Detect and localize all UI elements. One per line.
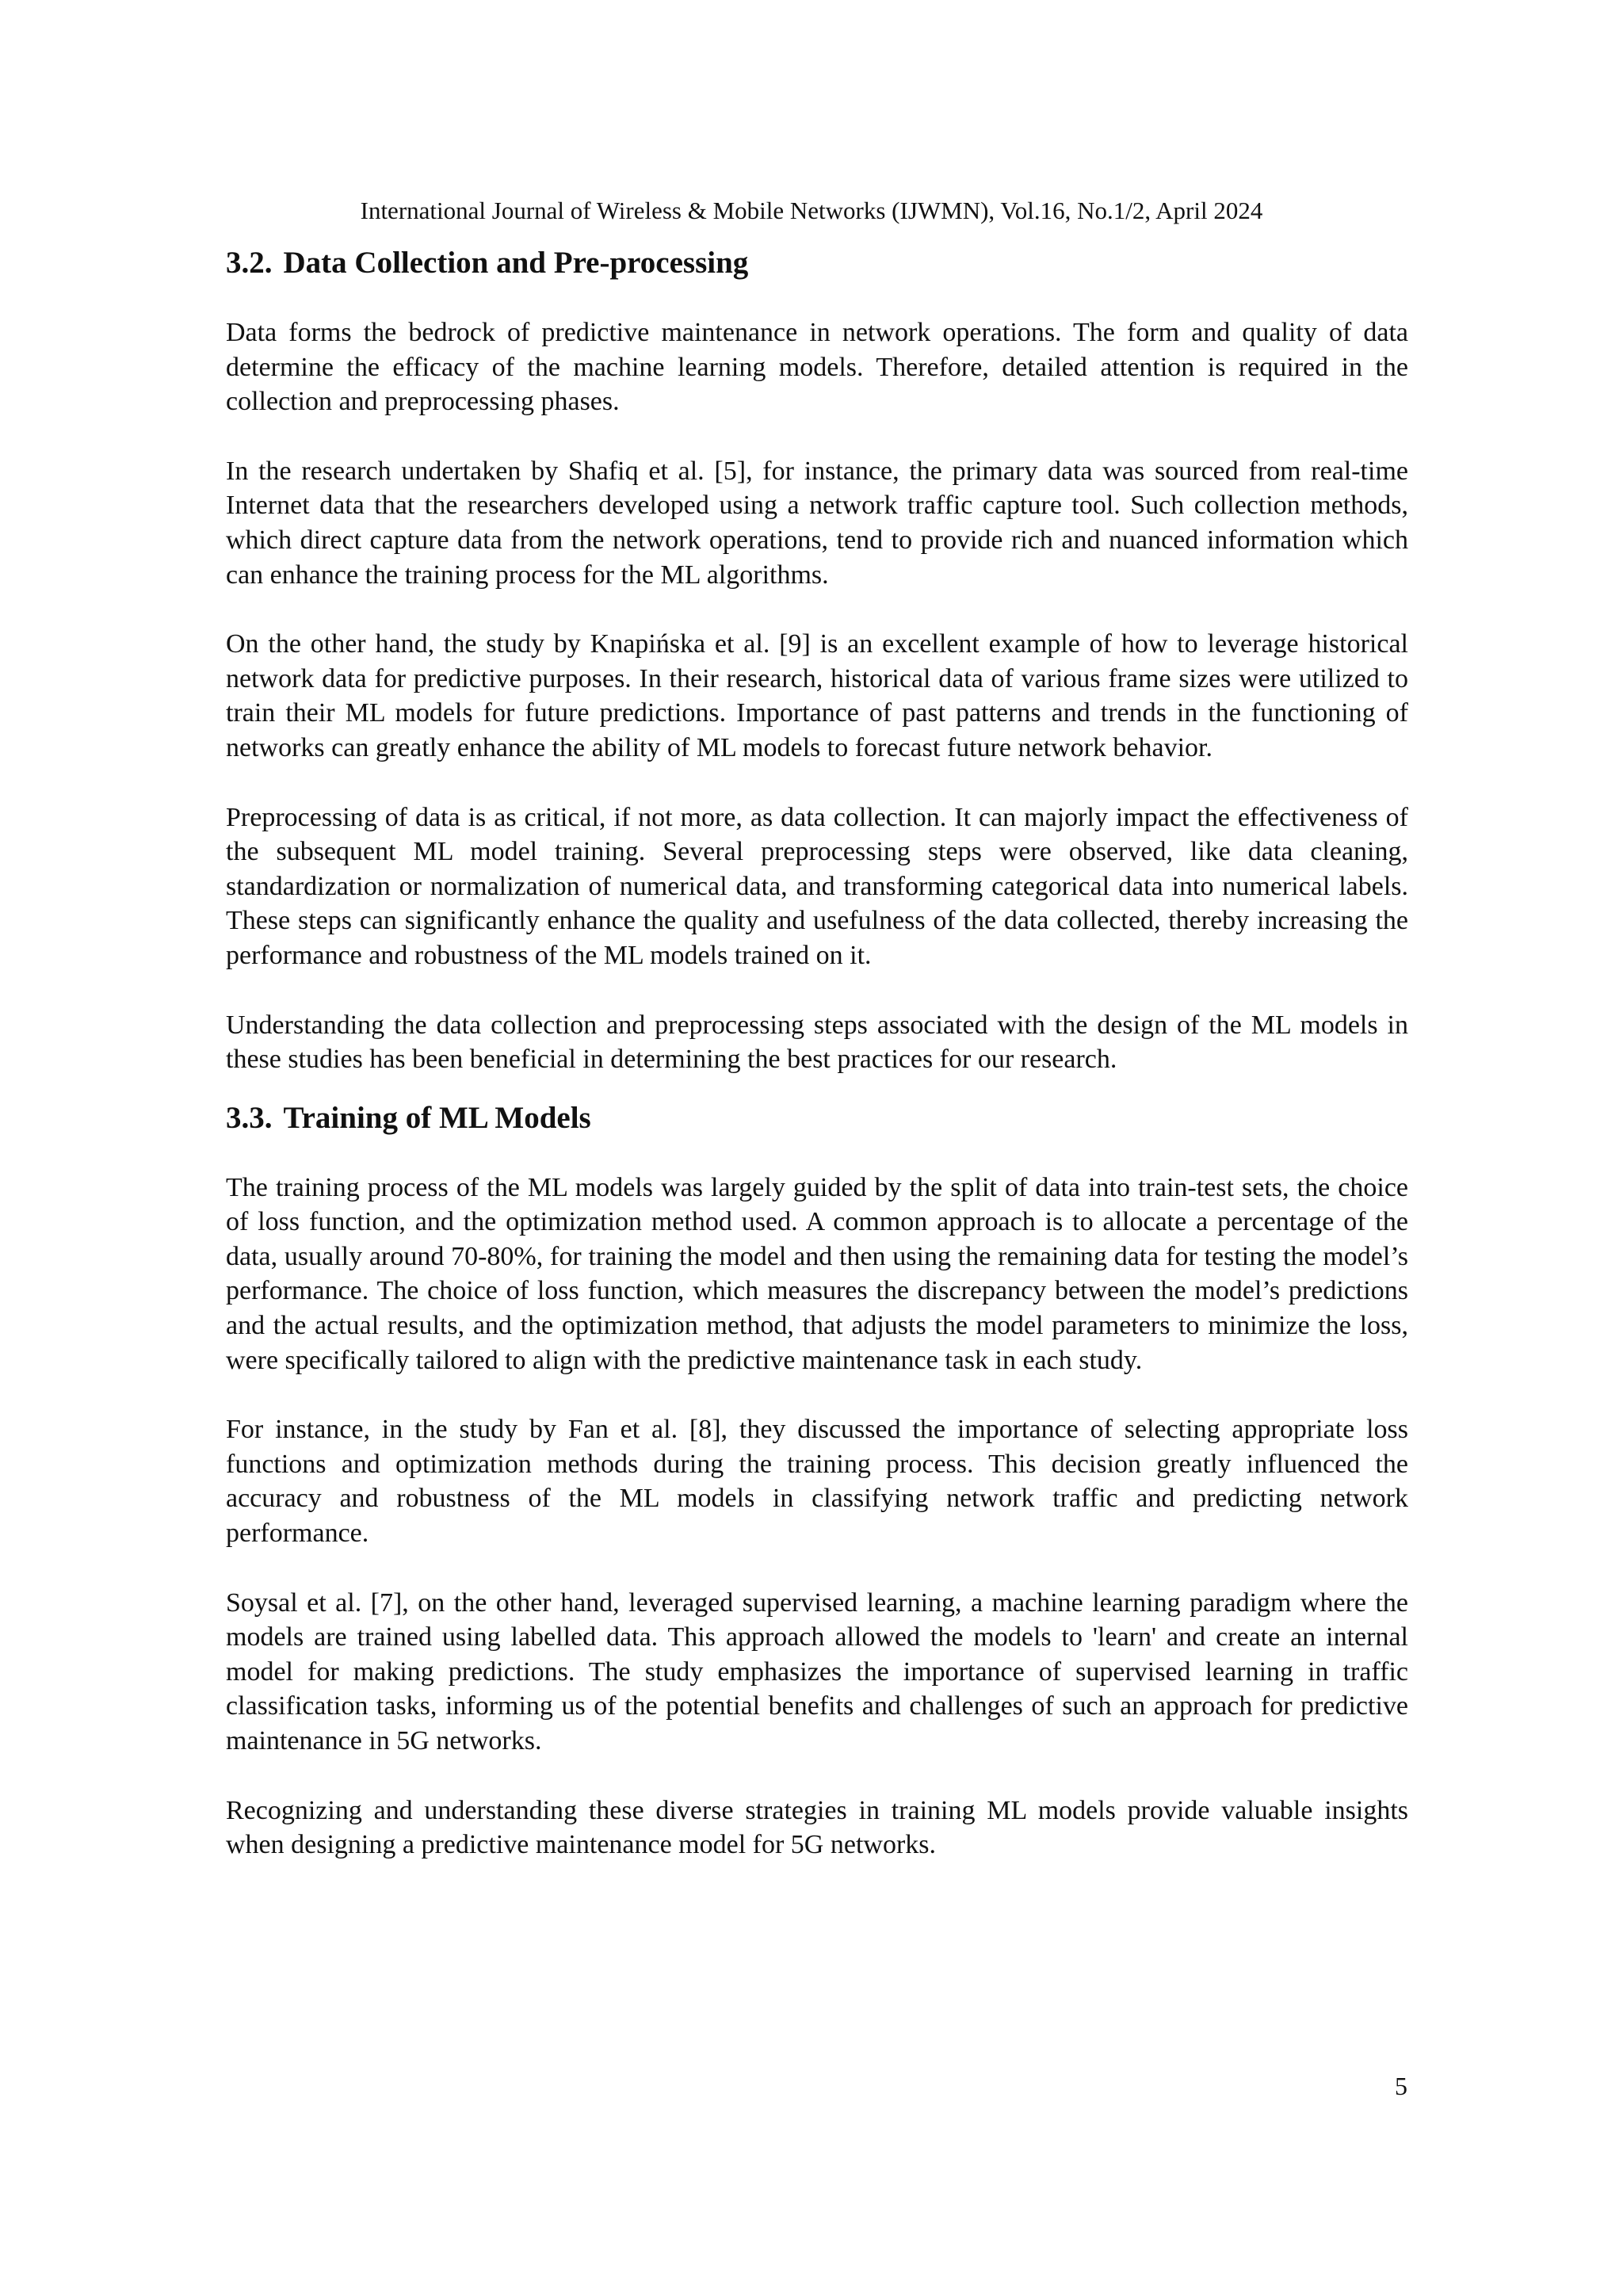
paragraph: On the other hand, the study by Knapińska et al. [9] is an excellent example of how to leverage historical network data for predictive purposes. In their research, historical data of various frame sizes were utilized to train their ML models for future predictions. Importance of past patterns and trends in the functioning of networks can greatly enhance the ability of ML models to forecast future network behavior. — [226, 629, 1408, 762]
paragraph: Preprocessing of data is as critical, if not more, as data collection. It can majorly impact the effectiveness of the subsequent ML model training. Several preprocessing steps were observed, like data cleaning, standardization or normalization of numerical data, and transforming categorical data into numerical labels. These steps can significantly enhance the quality and usefulness of the data collected, thereby increasing the performance and robustness of the ML models trained on it. — [226, 802, 1408, 970]
paragraph: Data forms the bedrock of predictive maintenance in network operations. The form and quality of data determine the efficacy of the machine learning models. Therefore, detailed attention is required in the collection and preprocessing phases. — [226, 318, 1408, 417]
page-number: 5 — [1395, 2072, 1407, 2100]
section-title: Training of ML Models — [283, 1100, 591, 1135]
section-heading-3-3 — [226, 1099, 1408, 1137]
paragraph: Recognizing and understanding these diverse strategies in training ML models provide valuable insights when designing a predictive maintenance model for 5G networks. — [226, 1795, 1408, 1860]
paragraph: Understanding the data collection and preprocessing steps associated with the design of the ML models in these studies has been beneficial in determining the best practices for our research. — [226, 1010, 1408, 1075]
section-title: Data Collection and Pre-processing — [283, 246, 749, 280]
section-number: 3.3. — [226, 1100, 273, 1135]
section-number: 3.2. — [226, 246, 273, 280]
paragraph: The training process of the ML models was largely guided by the split of data into train-test sets, the choice of loss function, and the optimization method used. A common approach is to allocate a percentage of the data, usually around 70-80%, for training the model and then using the remaining data for testing the model’s performance. The choice of loss function, which measures the discrepancy between the model’s predictions and the actual results, and the optimization method, that adjusts the model parameters to minimize the loss, were specifically tailored to align with the predictive maintenance task in each study. — [226, 1172, 1408, 1375]
paragraph: For instance, in the study by Fan et al. [8], they discussed the importance of selecting appropriate loss functions and optimization methods during the training process. This decision greatly influenced the accuracy and robustness of the ML models in classifying network traffic and predicting network performance. — [226, 1415, 1408, 1549]
paragraph: Soysal et al. [7], on the other hand, leveraged supervised learning, a machine learning paradigm where the models are trained using labelled data. This approach allowed the models to 'learn' and create an internal model for making predictions. The study emphasizes the importance of supervised learning in traffic classification tasks, informing us of the potential benefits and challenges of such an approach for predictive maintenance in 5G networks. — [226, 1587, 1408, 1755]
section-heading-3-2 — [226, 244, 1408, 282]
page-body — [226, 244, 1408, 1862]
paragraph: In the research undertaken by Shafiq et al. [5], for instance, the primary data was sourced from real-time Internet data that the researchers developed using a network traffic capture tool. Such collection methods, which direct capture data from the network operations, tend to provide rich and nuanced information which can enhance the training process for the ML algorithms. — [226, 456, 1408, 590]
running-header: International Journal of Wireless & Mobile Networks (IJWMN), Vol.16, No.1/2, April 2024 — [360, 197, 1263, 224]
